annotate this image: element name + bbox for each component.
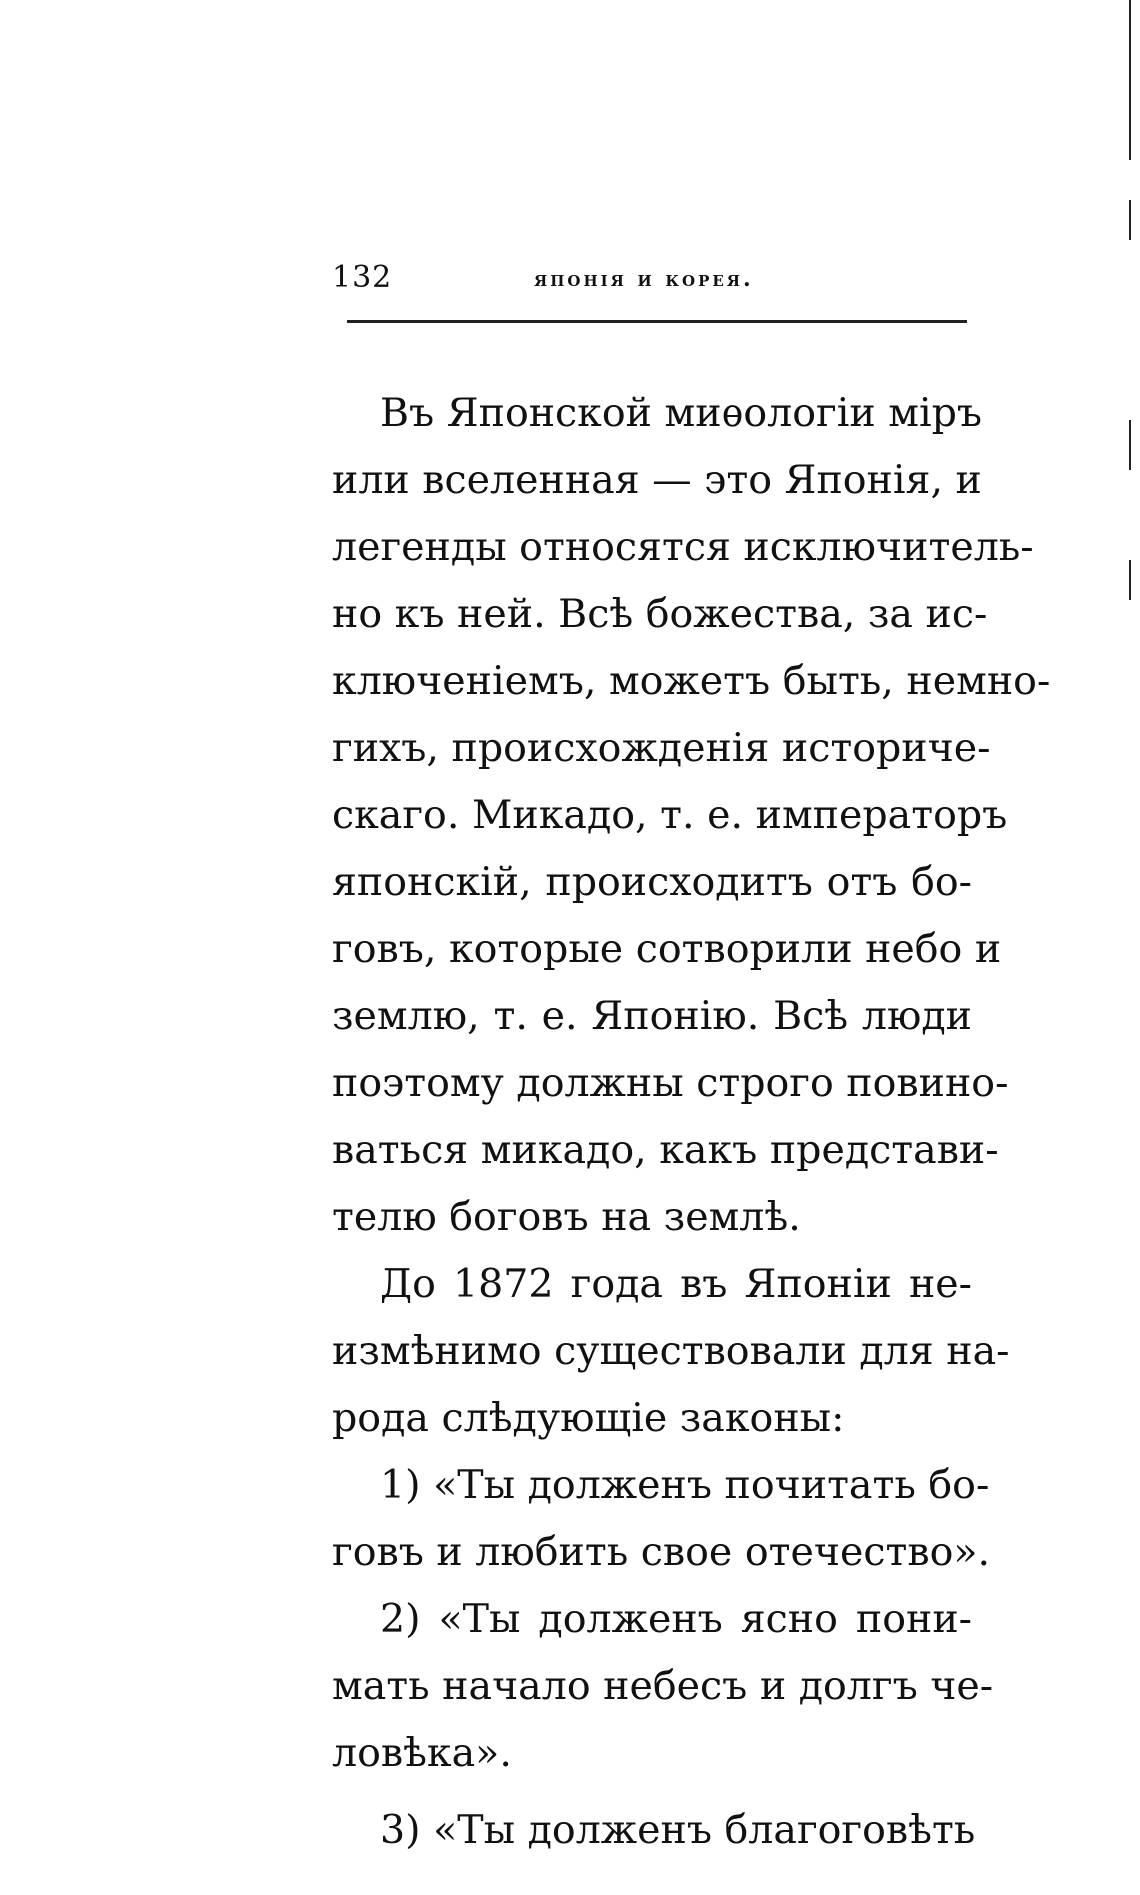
text-line: поэтому должны строго повино- [332, 1060, 1009, 1106]
text-line: 1) «Ты долженъ почитать бо- [380, 1462, 990, 1508]
text-line: легенды относятся исключитель- [332, 524, 1034, 570]
page-edge-mark [1129, 560, 1131, 600]
page-edge-mark [1129, 200, 1131, 240]
text-line: японскій, происходитъ отъ бо- [332, 859, 972, 905]
text-line: ваться микадо, какъ представи- [332, 1127, 999, 1173]
text-line: 2) «Ты долженъ ясно пони- [380, 1596, 972, 1642]
text-line: Въ Японской миѳологіи міръ [380, 390, 983, 436]
text-line: но къ ней. Всѣ божества, за ис- [332, 591, 988, 637]
header-rule [347, 320, 967, 323]
text-line: 3) «Ты долженъ благоговѣть [380, 1807, 976, 1853]
paragraph-gap [332, 1787, 972, 1797]
text-line: До 1872 года въ Японіи не- [380, 1261, 972, 1307]
text-line: скаго. Микадо, т. е. императоръ [332, 792, 1008, 838]
text-line: говъ и любить свое отечество». [332, 1529, 991, 1575]
running-title: японія и корея. [534, 266, 754, 292]
text-line: или вселенная — это Японія, и [332, 457, 982, 503]
page-header [332, 256, 977, 300]
text-line: гихъ, происхожденія историче- [332, 725, 991, 771]
page-edge-mark [1129, 0, 1131, 160]
page-number: 132 [332, 260, 393, 295]
text-line: ловѣка». [332, 1730, 512, 1776]
main-text [332, 380, 1051, 1864]
text-line: говъ, которые сотворили небо и [332, 926, 1002, 972]
page-edge-mark [1129, 420, 1131, 470]
text-line: ключеніемъ, можетъ быть, немно- [332, 658, 1051, 704]
text-line: мать начало небесъ и долгъ че- [332, 1663, 994, 1709]
text-line: измѣнимо существовали для на- [332, 1328, 1010, 1374]
text-line: землю, т. е. Японію. Всѣ люди [332, 993, 972, 1039]
text-line: телю боговъ на землѣ. [332, 1194, 801, 1240]
text-line: рода слѣдующіе законы: [332, 1395, 845, 1441]
